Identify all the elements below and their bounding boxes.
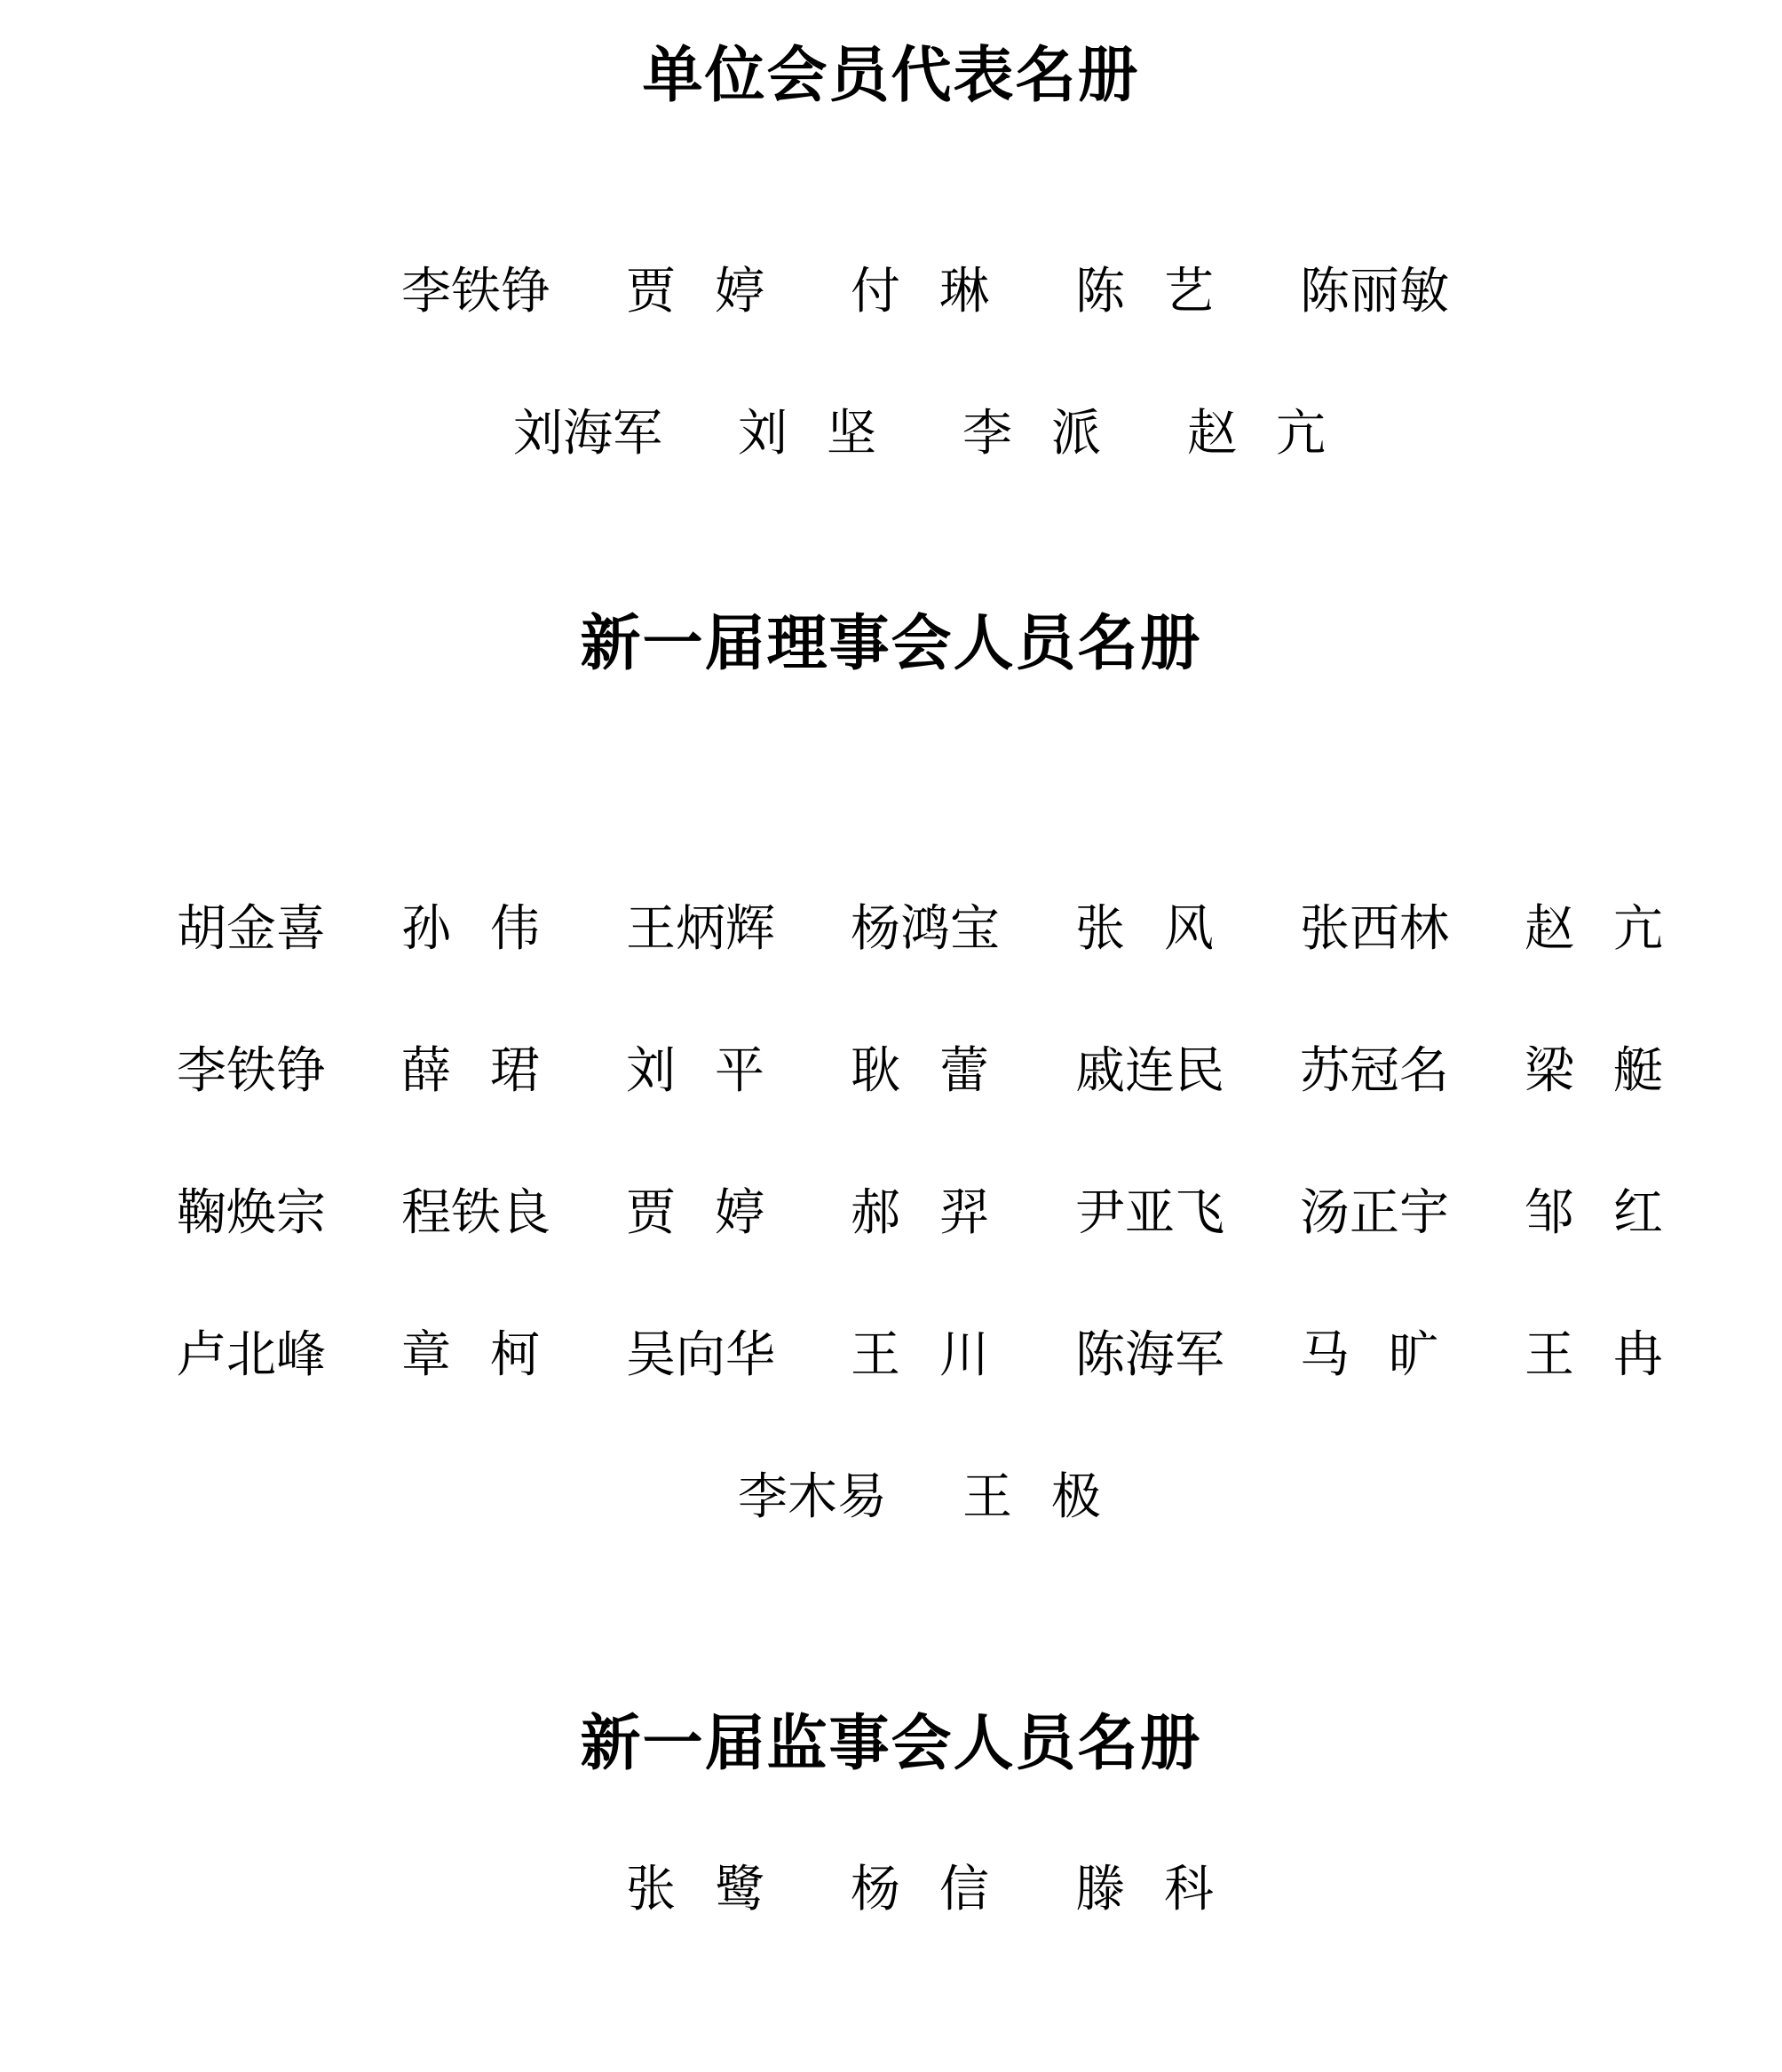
section-title-new-supervisory-board: 新一届监事会人员名册 xyxy=(580,1709,1202,1779)
name-entry: 王川 xyxy=(851,1326,1028,1384)
name-entry: 王炳辉 xyxy=(626,900,775,958)
name-entry: 马旷 xyxy=(1300,1326,1477,1384)
name-entry: 杨信 xyxy=(851,1861,1028,1918)
name-entry: 邹红 xyxy=(1525,1184,1702,1242)
name-entry: 章柯 xyxy=(401,1326,579,1384)
name-entry: 王冉 xyxy=(1525,1326,1702,1384)
name-entry: 赵亢 xyxy=(1525,900,1702,958)
name-entry: 李木易 xyxy=(738,1468,887,1526)
name-entry: 郝羿 xyxy=(851,1184,1028,1242)
name-entry: 卢北峰 xyxy=(177,1326,326,1384)
name-entry: 李铁铮 xyxy=(177,1042,326,1100)
name-entry: 杨鸿宝 xyxy=(851,900,1000,958)
section-title-unit-representatives: 单位会员代表名册 xyxy=(642,41,1140,111)
name-entry: 付琳 xyxy=(851,263,1028,320)
name-entry: 鞠焕宗 xyxy=(177,1184,326,1242)
name-entry: 刘坚 xyxy=(738,405,915,463)
name-entry: 滕科 xyxy=(1075,1861,1253,1918)
name-entry: 刘海军 xyxy=(513,405,662,463)
name-entry: 耿蕾 xyxy=(851,1042,1028,1100)
name-entry: 赵亢 xyxy=(1187,405,1365,463)
name-entry: 孙伟 xyxy=(401,900,579,958)
name-entry: 李铁铮 xyxy=(401,263,550,320)
name-entry: 陈丽敏 xyxy=(1300,263,1449,320)
name-entry: 张风 xyxy=(1075,900,1253,958)
name-entry: 陈海军 xyxy=(1075,1326,1224,1384)
name-entry: 尹亚飞 xyxy=(1075,1184,1224,1242)
name-entry: 程铁良 xyxy=(401,1184,550,1242)
section-title-new-council: 新一届理事会人员名册 xyxy=(580,609,1202,679)
name-entry: 张鹭 xyxy=(626,1861,804,1918)
name-entry: 戚连民 xyxy=(1075,1042,1224,1100)
name-entry: 张西林 xyxy=(1300,900,1449,958)
name-entry: 贾婷 xyxy=(626,1184,804,1242)
name-entry: 梁艇 xyxy=(1525,1042,1702,1100)
name-entry: 吴向华 xyxy=(626,1326,775,1384)
name-entry: 陈艺 xyxy=(1075,263,1253,320)
name-entry: 贾婷 xyxy=(626,263,804,320)
name-entry: 苏冠名 xyxy=(1300,1042,1449,1100)
name-entry: 李派 xyxy=(962,405,1140,463)
name-entry: 薛珺 xyxy=(401,1042,579,1100)
name-entry: 刘平 xyxy=(626,1042,804,1100)
name-entry: 胡金喜 xyxy=(177,900,326,958)
name-entry: 王极 xyxy=(962,1468,1140,1526)
name-entry: 汤正宇 xyxy=(1300,1184,1449,1242)
